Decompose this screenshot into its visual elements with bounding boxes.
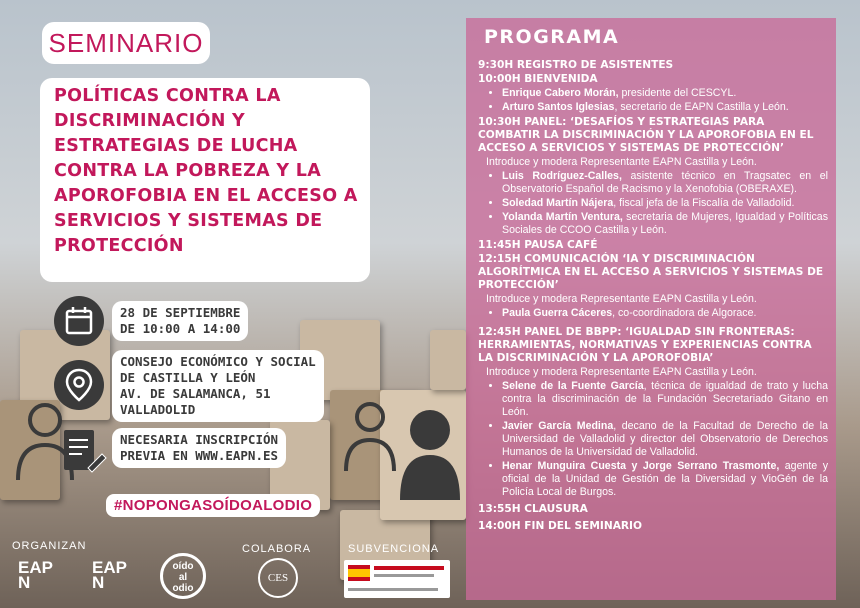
- schedule-item: 12:15H COMUNICACIÓN ‘IA Y DISCRIMINACIÓN ALGORÍTMICA EN EL ACCESO A SERVICIOS Y SISTEMAS DE PROTECCIÓN’: [478, 253, 824, 291]
- schedule-item: 14:00H FIN DEL SEMINARIO: [478, 520, 642, 532]
- person-outline-icon: [340, 395, 400, 475]
- ministry-bar: [348, 588, 438, 591]
- speaker-name: Enrique Cabero Morán,: [502, 87, 619, 99]
- date-line: 28 DE SEPTIEMBRE: [120, 305, 241, 320]
- moderator-line: Introduce y modera Representante EAPN Castilla y León.: [486, 366, 757, 378]
- wood-block: [430, 330, 466, 390]
- date-info: [112, 301, 248, 341]
- form-document-icon: [58, 426, 108, 478]
- speaker-role: presidente del CESCYL.: [618, 87, 737, 99]
- speaker-name: Yolanda Martín Ventura,: [502, 211, 623, 223]
- person-figure-icon: [395, 400, 465, 500]
- speaker-name: Soledad Martín Nájera: [502, 197, 614, 209]
- eapn-cyl-logo: EAPN: [92, 558, 127, 592]
- schedule-item: 9:30H REGISTRO DE ASISTENTES: [478, 59, 674, 71]
- ministry-bar: [374, 566, 444, 570]
- ces-logo-text: CES: [267, 572, 289, 584]
- city-line: VALLADOLID: [120, 402, 196, 417]
- moderator-line: Introduce y modera Representante EAPN Castilla y León.: [486, 156, 757, 168]
- location-info: [112, 350, 324, 422]
- speaker-name: Paula Guerra Cáceres: [502, 307, 613, 319]
- speaker-item: [502, 197, 828, 210]
- registration-line: NECESARIA INSCRIPCIÓN: [120, 432, 279, 447]
- speaker-name: Henar Munguira Cuesta y Jorge Serrano Trasmonte,: [502, 460, 780, 472]
- speaker-item: [502, 307, 828, 320]
- subvenciona-label: SUBVENCIONA: [348, 543, 440, 555]
- speaker-name: Selene de la Fuente García: [502, 380, 644, 392]
- speaker-list: [478, 170, 828, 237]
- ces-logo: [258, 558, 298, 598]
- location-pin-icon: [54, 360, 104, 410]
- speaker-name: Luis Rodríguez-Calles,: [502, 170, 622, 182]
- speaker-item: [502, 87, 828, 100]
- schedule-item: 10:00H BIENVENIDA: [478, 73, 598, 85]
- oido-logo-text: oído: [172, 561, 194, 572]
- programa-title: PROGRAMA: [484, 26, 620, 48]
- speaker-name: Arturo Santos Iglesias: [502, 101, 615, 113]
- speaker-item: [502, 101, 828, 114]
- speaker-list: [478, 380, 828, 499]
- speaker-name: Javier García Medina: [502, 420, 614, 432]
- oido-logo-text: odio: [172, 583, 194, 594]
- address-line: AV. DE SALAMANCA, 51: [120, 386, 271, 401]
- schedule-item: 10:30H PANEL: ‘DESAFÍOS Y ESTRATEGIAS PARA COMBATIR LA DISCRIMINACIÓN Y LA APOROFOBIA EN EL ACCESO A SERVICIOS Y SISTEMAS DE PROTECCIÓN’: [478, 116, 814, 154]
- spain-flag-icon: [348, 565, 370, 581]
- calendar-icon: [54, 296, 104, 346]
- speaker-item: [502, 420, 828, 459]
- speaker-role: , técnica de igualdad de trato y lucha contra la discriminación de la Fundación Secretariado Gitano en León.: [502, 380, 828, 418]
- speaker-list: [478, 307, 828, 320]
- speaker-role: , fiscal jefa de la Fiscalía de Valladolid.: [613, 197, 795, 209]
- oido-al-odio-logo: [160, 553, 206, 599]
- speaker-role: asistente técnico en Tragsatec en el Observatorio Español de Racismo y la Xenofobia (OBERAXE).: [502, 170, 828, 195]
- speaker-item: [502, 170, 828, 196]
- hashtag[interactable]: #NOPONGASOÍDOALODIO: [106, 494, 320, 517]
- speaker-role: agente y oficial de la Unidad de Gestión de la Diversidad y VioGén de la Policía Local de Burgos.: [502, 460, 828, 498]
- organizan-label: ORGANIZAN: [12, 540, 87, 552]
- speaker-role: , co-coordinadora de Algorace.: [612, 307, 757, 319]
- speaker-role: , decano de la Facultad de Derecho de la Universidad de Valladolid y director del Observatorio de Derechos Humanos de la Universidad de Valladolid.: [502, 420, 828, 458]
- schedule-item: 12:45H PANEL DE BBPP: ‘IGUALDAD SIN FRONTERAS: HERRAMIENTAS, NORMATIVAS Y EXPERIENCIAS CONTRA LA DISCRIMINACIÓN Y LA APOROFOBIA’: [478, 326, 812, 364]
- seminar-title: POLÍTICAS CONTRA LA DISCRIMINACIÓN Y ESTRATEGIAS DE LUCHA CONTRA LA POBREZA Y LA APOROFOBIA EN EL ACCESO A SERVICIOS Y SISTEMAS DE PROTECCIÓN: [54, 86, 358, 256]
- ministry-bar: [374, 574, 434, 577]
- location-line: DE CASTILLA Y LEÓN: [120, 370, 256, 385]
- gobierno-espana-logo: [344, 560, 450, 598]
- eapn-europe-logo: EAPN: [18, 558, 53, 592]
- colabora-label: COLABORA: [242, 543, 312, 555]
- speaker-role: , secretario de EAPN Castilla y León.: [614, 101, 789, 113]
- registration-url-line[interactable]: PREVIA EN WWW.EAPN.ES: [120, 448, 279, 463]
- programa-content: [478, 58, 828, 534]
- speaker-item: [502, 380, 828, 419]
- oido-logo-text: al: [178, 572, 188, 583]
- registration-info: [112, 428, 286, 468]
- seminario-label: SEMINARIO: [42, 22, 210, 64]
- speaker-item: [502, 460, 828, 499]
- location-line: CONSEJO ECONÓMICO Y SOCIAL: [120, 354, 316, 369]
- speaker-role: secretaria de Mujeres, Igualdad y Políticas Sociales de CCOO Castilla y León.: [502, 211, 829, 236]
- moderator-line: Introduce y modera Representante EAPN Castilla y León.: [486, 293, 757, 305]
- schedule-item: 13:55H CLAUSURA: [478, 503, 588, 515]
- time-line: DE 10:00 A 14:00: [120, 321, 241, 336]
- speaker-list: [478, 87, 828, 114]
- speaker-item: [502, 211, 828, 237]
- schedule-item: 11:45H PAUSA CAFÉ: [478, 239, 598, 251]
